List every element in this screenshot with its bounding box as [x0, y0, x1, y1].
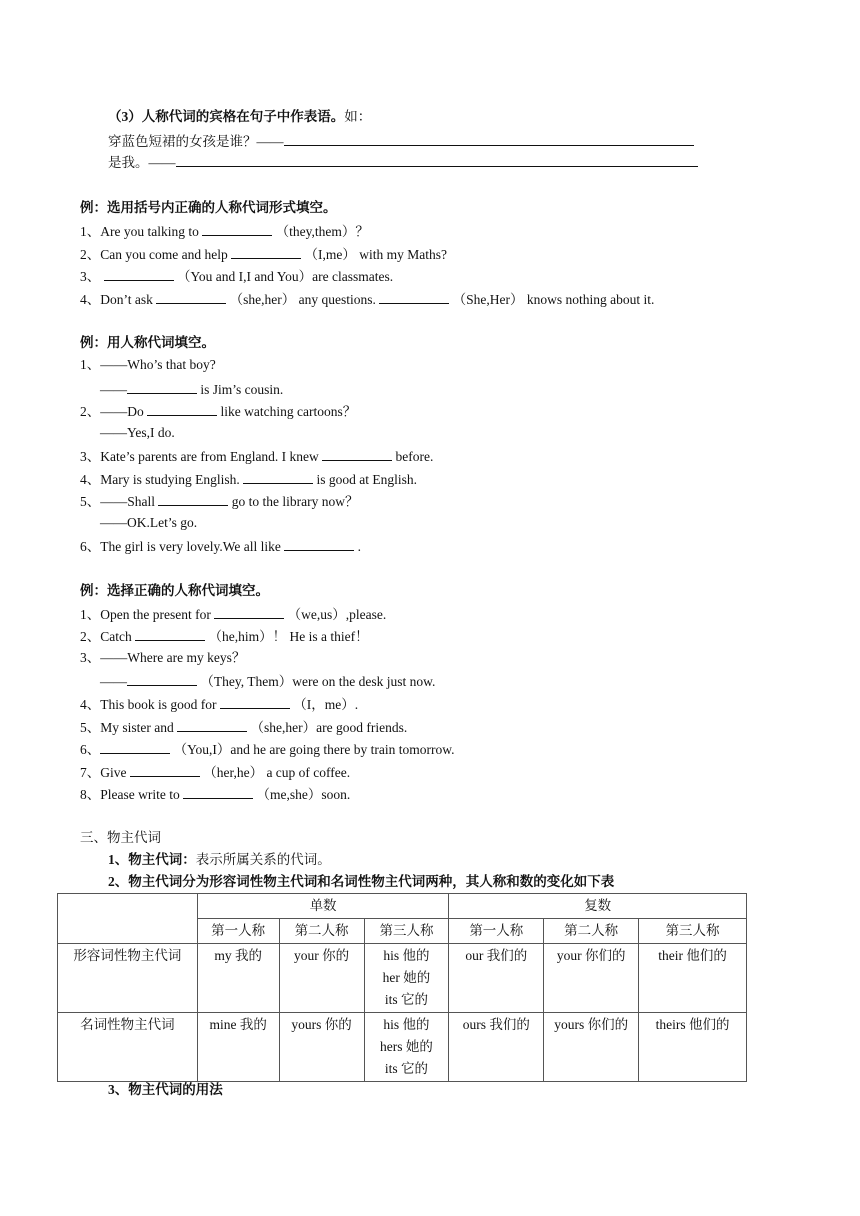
q-text: 2、Catch	[80, 629, 132, 644]
answer-blank[interactable]	[322, 446, 392, 461]
answer-blank[interactable]	[135, 626, 205, 641]
q-text: 1、Are you talking to	[80, 224, 199, 239]
section-3-heading: （3）人称代词的宾格在句子中作表语。	[108, 109, 345, 124]
cell-line: its 它的	[384, 1061, 429, 1076]
table-cell: my 我的	[197, 944, 279, 1013]
exercise-a-q1	[80, 221, 369, 241]
exercise-c-q3-reply	[100, 671, 435, 691]
section-3-suffix: 如：	[344, 109, 372, 124]
section-3-heading-line	[108, 108, 371, 126]
q-text: 4、This book is good for	[80, 697, 217, 712]
q-text: 2、Can you come and help	[80, 247, 228, 262]
exercise-a-title: 例：选用括号内正确的人称代词形式填空。	[80, 200, 337, 215]
exercise-b-q5	[80, 491, 359, 511]
point-1-label: 1、物主代词：	[108, 852, 196, 867]
q-text: 1、Open the present for	[80, 607, 211, 622]
exercise-b-q4	[80, 469, 417, 489]
answer-blank[interactable]	[156, 289, 226, 304]
q-text: 7、Give	[80, 765, 127, 780]
q-text: is Jim’s cousin.	[200, 382, 284, 397]
q-text: （her,he） a cup of coffee.	[203, 765, 351, 780]
example-1-text: 穿蓝色短裙的女孩是谁？——	[108, 134, 284, 149]
header-plural: 复数	[449, 894, 747, 919]
table-row	[58, 944, 747, 1013]
exercise-a-q4	[80, 289, 654, 309]
answer-blank[interactable]	[284, 536, 354, 551]
table-cell: theirs 他们的	[639, 1013, 747, 1082]
q-text: 2、——Do	[80, 404, 144, 419]
q-text: （he,him）！ He is a thief！	[208, 629, 369, 644]
q-text: before.	[395, 449, 434, 464]
answer-blank[interactable]	[158, 491, 228, 506]
q-text: （we,us）,please.	[287, 607, 387, 622]
exercise-c-q3: 3、——Where are my keys？	[80, 650, 246, 665]
q-text: 5、My sister and	[80, 720, 174, 735]
answer-blank[interactable]	[100, 739, 170, 754]
section-3-example-2	[108, 152, 698, 172]
cell-line: its 它的	[384, 992, 429, 1007]
table-corner-cell	[58, 894, 198, 944]
exercise-c-title: 例：选择正确的人称代词填空。	[80, 583, 269, 598]
exercise-c-q2	[80, 626, 369, 646]
header-singular-first: 第一人称	[197, 919, 279, 944]
header-plural-third: 第三人称	[639, 919, 747, 944]
exercise-b-q3	[80, 446, 433, 466]
answer-blank[interactable]	[127, 671, 197, 686]
section-3-example-1	[108, 131, 694, 151]
cell-line: his 他的	[383, 1017, 430, 1032]
possessive-point-1	[108, 851, 331, 869]
answer-blank[interactable]	[202, 221, 272, 236]
q-text: （me,she）soon.	[256, 787, 351, 802]
exercise-b-title: 例：用人称代词填空。	[80, 335, 215, 350]
answer-blank[interactable]	[147, 401, 217, 416]
answer-blank[interactable]	[104, 266, 174, 281]
exercise-a-q2	[80, 244, 447, 264]
q-text: （she,her） any questions.	[229, 292, 376, 307]
table-cell: yours 你的	[279, 1013, 364, 1082]
table-cell	[364, 944, 449, 1013]
q-text: is good at English.	[316, 472, 418, 487]
table-cell: our 我们的	[449, 944, 544, 1013]
row-label-nominal: 名词性物主代词	[58, 1013, 198, 1082]
possessive-point-3: 3、物主代词的用法	[108, 1082, 223, 1097]
answer-blank[interactable]	[214, 604, 284, 619]
table-cell: mine 我的	[197, 1013, 279, 1082]
header-plural-first: 第一人称	[449, 919, 544, 944]
cell-line: his 他的	[383, 948, 430, 963]
q-text: 6、The girl is very lovely.We all like	[80, 539, 281, 554]
answer-blank[interactable]	[231, 244, 301, 259]
q-text: （they,them）？	[275, 224, 369, 239]
q-text: 5、——Shall	[80, 494, 156, 509]
table-cell: your 你们的	[544, 944, 639, 1013]
header-singular: 单数	[197, 894, 449, 919]
q-text: （They, Them）were on the desk just now.	[200, 674, 436, 689]
exercise-b-q2	[80, 401, 356, 421]
q-text: （I，me）.	[293, 697, 359, 712]
answer-blank[interactable]	[379, 289, 449, 304]
q-text: 6、	[80, 742, 101, 757]
exercise-c-q8	[80, 784, 350, 804]
answer-blank[interactable]	[183, 784, 253, 799]
row-label-adjectival: 形容词性物主代词	[58, 944, 198, 1013]
example-2-text: 是我。——	[108, 155, 176, 170]
exercise-a-q3	[80, 266, 393, 286]
exercise-c-q6	[80, 739, 454, 759]
table-row	[58, 1013, 747, 1082]
q-text: （She,Her） knows nothing about it.	[452, 292, 655, 307]
possessive-point-2: 2、物主代词分为形容词性物主代词和名词性物主代词两种，其人称和数的变化如下表	[108, 874, 615, 889]
answer-blank[interactable]	[220, 694, 290, 709]
q-text: 4、Mary is studying English.	[80, 472, 240, 487]
point-1-text: 表示所属关系的代词。	[195, 852, 331, 867]
q-text: 3、	[80, 269, 101, 284]
q-text: ——	[100, 382, 127, 397]
q-text: 3、Kate’s parents are from England. I knew	[80, 449, 319, 464]
exercise-b-q1-reply	[100, 379, 283, 399]
answer-blank[interactable]	[176, 152, 698, 167]
exercise-b-q1: 1、——Who’s that boy?	[80, 357, 216, 372]
header-singular-second: 第二人称	[279, 919, 364, 944]
cell-line: her 她的	[382, 970, 431, 985]
q-text: 4、Don’t ask	[80, 292, 153, 307]
q-text: 8、Please write to	[80, 787, 180, 802]
table-cell: ours 我们的	[449, 1013, 544, 1082]
answer-blank[interactable]	[284, 131, 694, 146]
answer-blank[interactable]	[243, 469, 313, 484]
answer-blank[interactable]	[177, 717, 247, 732]
answer-blank[interactable]	[130, 762, 200, 777]
q-text: go to the library now？	[231, 494, 359, 509]
possessive-section-title: 三、物主代词	[80, 830, 161, 845]
exercise-b-q2-reply: ——Yes,I do.	[100, 425, 175, 440]
table-cell: yours 你们的	[544, 1013, 639, 1082]
q-text: ——	[100, 674, 127, 689]
q-text: （she,her）are good friends.	[250, 720, 408, 735]
table-cell: their 他们的	[639, 944, 747, 1013]
q-text: （I,me） with my Maths?	[304, 247, 447, 262]
q-text: .	[357, 539, 361, 554]
q-text: （You,I）and he are going there by train tomorrow.	[173, 742, 455, 757]
exercise-c-q1	[80, 604, 386, 624]
answer-blank[interactable]	[127, 379, 197, 394]
q-text: （You and I,I and You）are classmates.	[177, 269, 394, 284]
cell-line: hers 她的	[380, 1039, 433, 1054]
table-cell	[364, 1013, 449, 1082]
header-plural-second: 第二人称	[544, 919, 639, 944]
exercise-c-q5	[80, 717, 407, 737]
exercise-c-q4	[80, 694, 358, 714]
exercise-c-q7	[80, 762, 350, 782]
exercise-b-q6	[80, 536, 361, 556]
header-singular-third: 第三人称	[364, 919, 449, 944]
table-cell: your 你的	[279, 944, 364, 1013]
q-text: like watching cartoons？	[220, 404, 357, 419]
possessive-pronoun-table	[57, 893, 747, 1082]
exercise-b-q5-reply: ——OK.Let’s go.	[100, 515, 198, 530]
